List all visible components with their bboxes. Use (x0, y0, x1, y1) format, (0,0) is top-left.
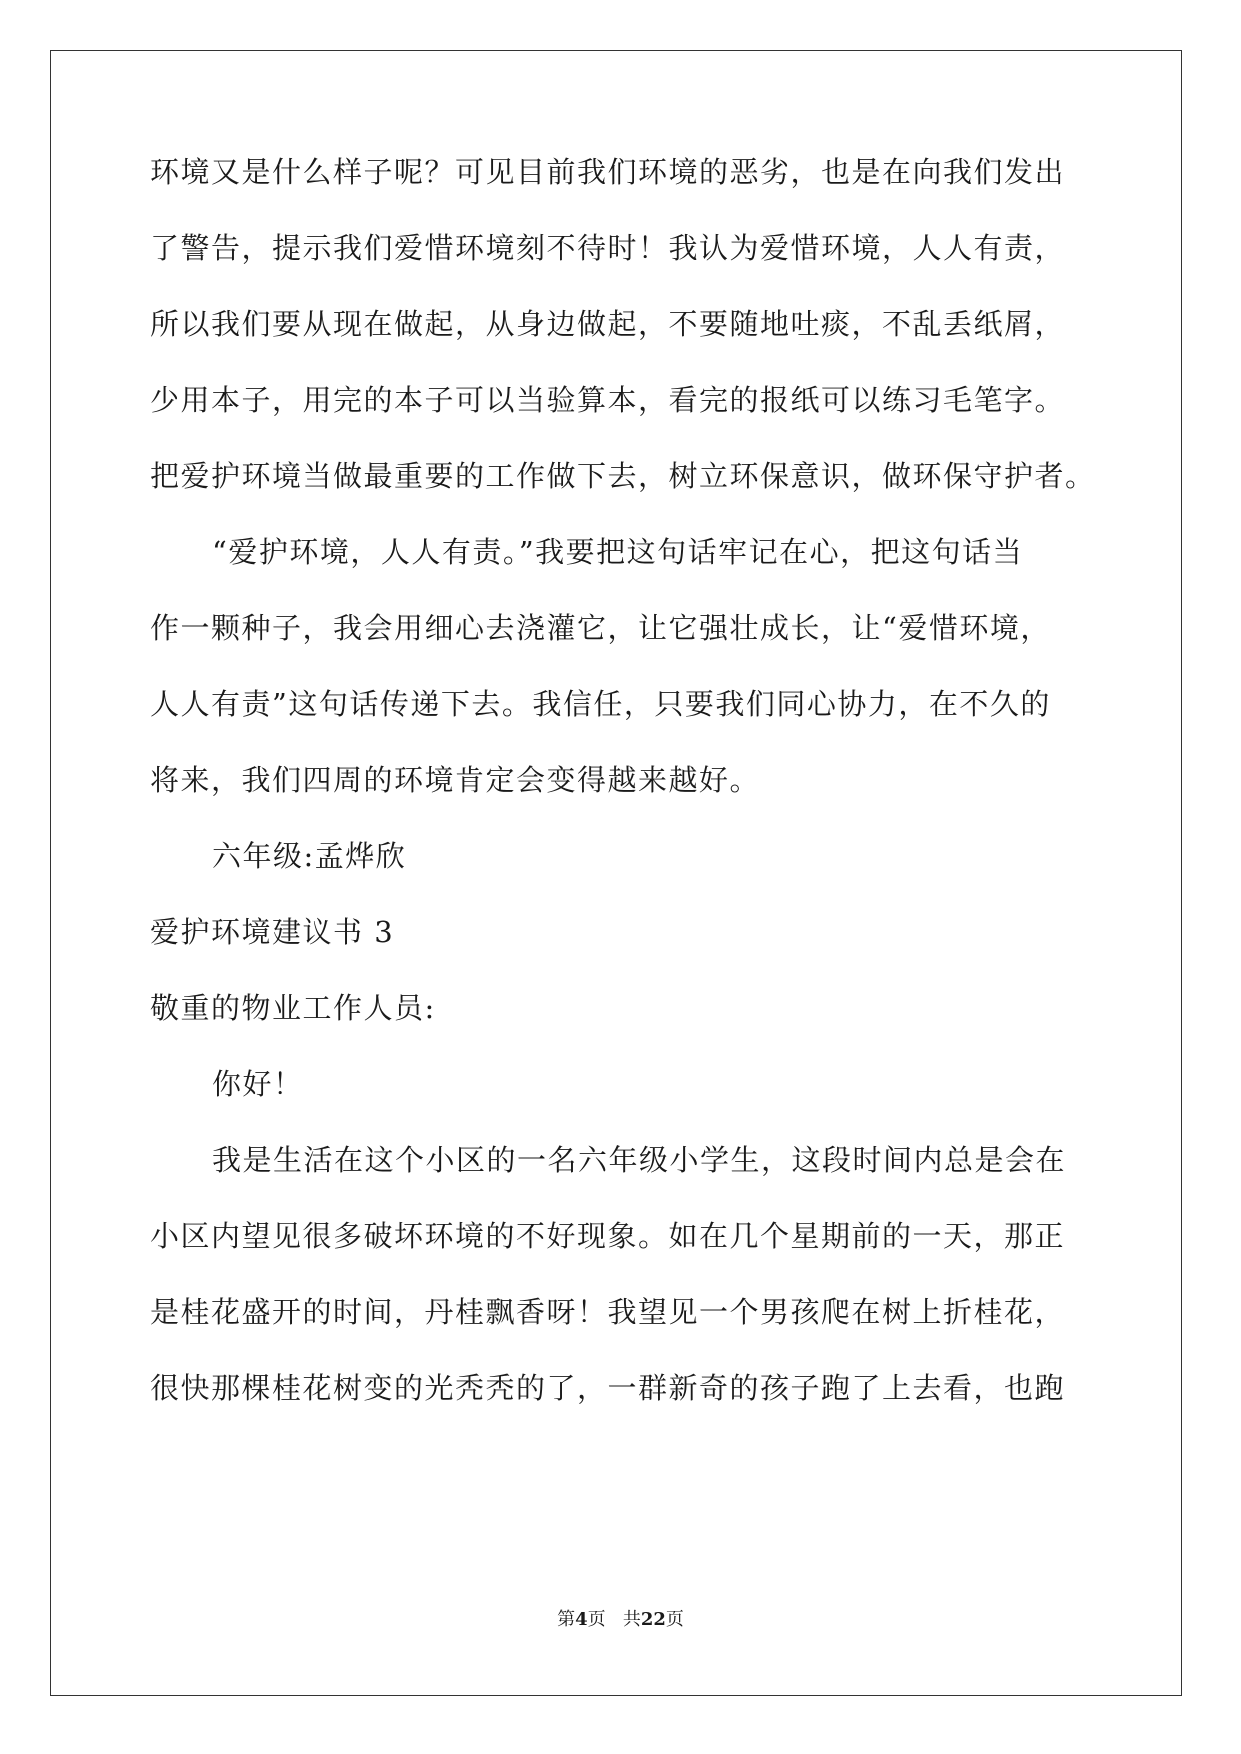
text-line: 作一颗种子，我会用细心去浇灌它，让它强壮成长，让“爱惜环境， (150, 611, 1051, 645)
text-line: 将来，我们四周的环境肯定会变得越来越好。 (150, 763, 761, 797)
text-line: 小区内望见很多破坏环境的不好现象。如在几个星期前的一天，那正 (150, 1219, 1066, 1253)
total-prefix: 共 (622, 1609, 641, 1630)
greeting: 你好！ (212, 1067, 304, 1101)
text-line: 我是生活在这个小区的一名六年级小学生，这段时间内总是会在 (212, 1143, 1067, 1177)
text-line: “爱护环境，人人有责。”我要把这句话牢记在心，把这句话当 (212, 535, 1024, 569)
text-line: 很快那棵桂花树变的光秃秃的了，一群新奇的孩子跑了上去看，也跑 (150, 1371, 1066, 1405)
total-unit: 页 (665, 1609, 684, 1630)
page-footer (0, 1608, 1241, 1632)
text-line: 少用本子，用完的本子可以当验算本，看完的报纸可以练习毛笔字。 (150, 383, 1066, 417)
text-line: 了警告，提示我们爱惜环境刻不待时！我认为爱惜环境，人人有责， (150, 231, 1066, 265)
author-signature: 六年级:孟烨欣 (212, 839, 407, 873)
salutation: 敬重的物业工作人员: (150, 991, 436, 1025)
text-line: 是桂花盛开的时间，丹桂飘香呀！我望见一个男孩爬在树上折桂花， (150, 1295, 1066, 1329)
text-line: 环境又是什么样子呢？可见目前我们环境的恶劣，也是在向我们发出 (150, 155, 1066, 189)
section-title: 爱护环境建议书 3 (150, 915, 395, 949)
text-line: 所以我们要从现在做起，从身边做起，不要随地吐痰，不乱丢纸屑， (150, 307, 1066, 341)
current-page-number: 4 (575, 1609, 588, 1630)
page-unit: 页 (587, 1609, 606, 1630)
page-prefix: 第 (557, 1609, 576, 1630)
text-line: 把爱护环境当做最重要的工作做下去，树立环保意识，做环保守护者。 (150, 459, 1096, 493)
total-pages-number: 22 (640, 1609, 666, 1630)
text-line: 人人有责”这句话传递下去。我信任，只要我们同心协力，在不久的 (150, 687, 1051, 721)
